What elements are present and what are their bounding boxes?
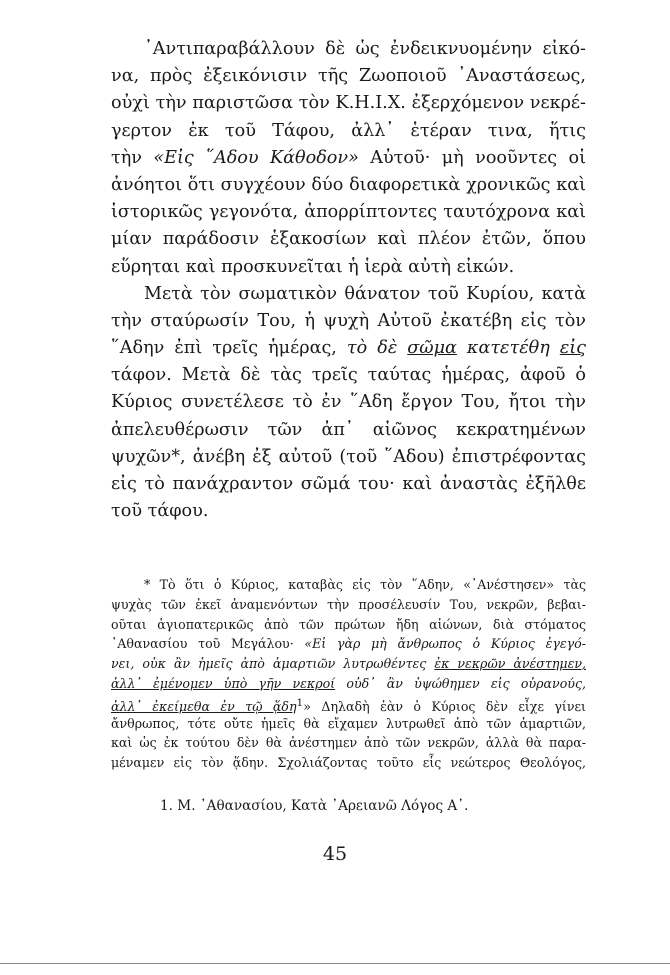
text-segment: ᾽Αθανασίου τοῦ Μεγάλου· — [111, 636, 305, 652]
underlined-segment: εἰς — [559, 338, 586, 359]
text-line: οὐχὶ τὴν παριστῶσα τὸν Κ.Η.Ι.Χ. ἐξερχόμενον νεκρέ- — [111, 93, 586, 114]
italic-segment: τὸ δὲ — [346, 338, 408, 359]
footnote — [111, 575, 586, 773]
italic-segment: κατετέθη — [456, 338, 560, 359]
text-segment: » Δηλαδὴ ἐὰν ὁ Κύριος δὲν εἶχε γίνει — [303, 698, 586, 714]
footnote-line — [111, 694, 586, 714]
text-line: εὕρηται καὶ προσκυνεῖται ἡ ἱερὰ αὐτὴ εἰκών. — [111, 256, 515, 277]
text-line: μίαν παράδοσιν ἑξακοσίων καὶ πλέον ἐτῶν, ὅπου — [111, 229, 586, 250]
text-line: Κύριος συνετέλεσε τὸ ἐν ῞Αδη ἔργον Του, ἤτοι τὴν — [111, 392, 586, 413]
footnote-marker: 1 — [296, 696, 304, 709]
footnote-line — [111, 654, 586, 674]
page-number: 45 — [322, 843, 348, 865]
underlined-quote: ἐκ νεκρῶν ἀνέστημεν, — [434, 656, 586, 672]
bottom-divider — [0, 963, 670, 964]
footnote-line: οῦται ἁγιοπατερικῶς ἀπὸ τῶν πρώτων ἤδη αἰώνων, διὰ στόματος — [111, 616, 586, 632]
text-line: τάφον. Μετὰ δὲ τὰς τρεῖς ταύτας ἡμέρας, ἀφοῦ ὁ — [111, 365, 586, 386]
source-reference: 1. Μ. ᾽Αθανασίου, Κατὰ ᾽Αρειανῶ Λόγος Α᾽. — [160, 798, 469, 814]
footnote-line: μέναμεν εἰς τὸν ᾅδην. Σχολιάζοντας τοῦτο εἷς νεώτερος Θεολόγος, — [111, 755, 586, 771]
text-line: τὴν σταύρωσίν Του, ἡ ψυχὴ Αὐτοῦ ἐκατέβη εἰς τὸν — [111, 310, 586, 331]
main-text — [111, 36, 586, 525]
text-line: ᾽Αντιπαραβάλλουν δὲ ὡς ἐνδεικνυομένην εἰκό- — [144, 39, 586, 59]
footnote-line — [111, 634, 586, 654]
italic-quote: «Εἰ γὰρ μὴ ἄνθρωπος ὁ Κύριος ἐγεγό- — [304, 636, 586, 652]
footnote-line — [111, 674, 586, 694]
footnote-line: ψυχὰς τῶν ἐκεῖ ἀναμενόντων τὴν προσέλευσίν Του, νεκρῶν, βεβαι- — [111, 596, 586, 612]
text-line: Μετὰ τὸν σωματικὸν θάνατον τοῦ Κυρίου, κατὰ — [144, 283, 586, 304]
footnote-line: * Τὸ ὅτι ὁ Κύριος, καταβὰς εἰς τὸν ῞Αδην, «᾽Ανέστησεν» τὰς — [144, 577, 586, 592]
text-segment: ῞Αδην ἐπὶ τρεῖς ἡμέρας, — [111, 338, 347, 359]
underlined-quote: ἀλλ᾽ ἐκείμεθα ἐν τῷ ᾅδη — [111, 698, 297, 714]
text-line: γερτον ἐκ τοῦ Τάφου, ἀλλ᾽ ἑτέραν τινα, ἥτις — [111, 120, 586, 141]
text-line — [111, 145, 586, 172]
text-line: ψυχῶν*, ἀνέβη ἐξ αὐτοῦ (τοῦ ῞Αδου) ἐπιστρέφοντας — [111, 446, 586, 467]
underlined-segment: σῶμα — [407, 338, 457, 359]
text-line: ἀπελευθέρωσιν τῶν ἀπ᾽ αἰῶνος κεκρατημένων — [111, 419, 586, 440]
text-line: εἰς τὸ πανάχραντον σῶμά του· καὶ ἀναστὰς ἐξῆλθε — [111, 474, 586, 494]
footnote-line: ἄνθρωπος, τότε οὔτε ἡμεῖς θὰ εἴχαμεν λυτρωθεῖ ἀπὸ τῶν ἁμαρτιῶν, — [111, 715, 586, 731]
text-line: ἱστορικῶς γεγονότα, ἀπορρίπτοντες ταυτόχρονα καὶ — [111, 202, 586, 223]
italic-quote: οὐδ᾽ ἂν ὑψώθημεν εἰς οὐρανούς, — [335, 675, 586, 691]
text-line: τοῦ τάφου. — [111, 501, 209, 522]
text-line: να, πρὸς ἐξεικόνισιν τῆς Ζωοποιοῦ ᾽Αναστάσεως, — [111, 66, 586, 87]
underlined-quote: ἀλλ᾽ ἐμένομεν ὑπὸ γῆν νεκροί — [111, 675, 336, 691]
text-line: ἀνόητοι ὅτι συγχέουν δύο διαφορετικὰ χρονικῶς καὶ — [111, 174, 586, 195]
text-line — [111, 335, 586, 362]
footnote-line: καὶ ὡς ἐκ τούτου δὲν θὰ ἀνέστημεν ἀπὸ τῶν νεκρῶν, ἀλλὰ θὰ παρα- — [111, 735, 586, 751]
italic-quote: νει, οὐκ ἂν ἡμεῖς ἀπὸ ἁμαρτιῶν λυτρωθέντες — [111, 656, 435, 672]
text-segment: Αὐτοῦ· μὴ νοοῦντες οἱ — [358, 147, 586, 168]
text-segment: τὴν — [111, 147, 154, 168]
italic-title: «Εἰς ῞Αδου Κάθοδον» — [153, 147, 359, 168]
